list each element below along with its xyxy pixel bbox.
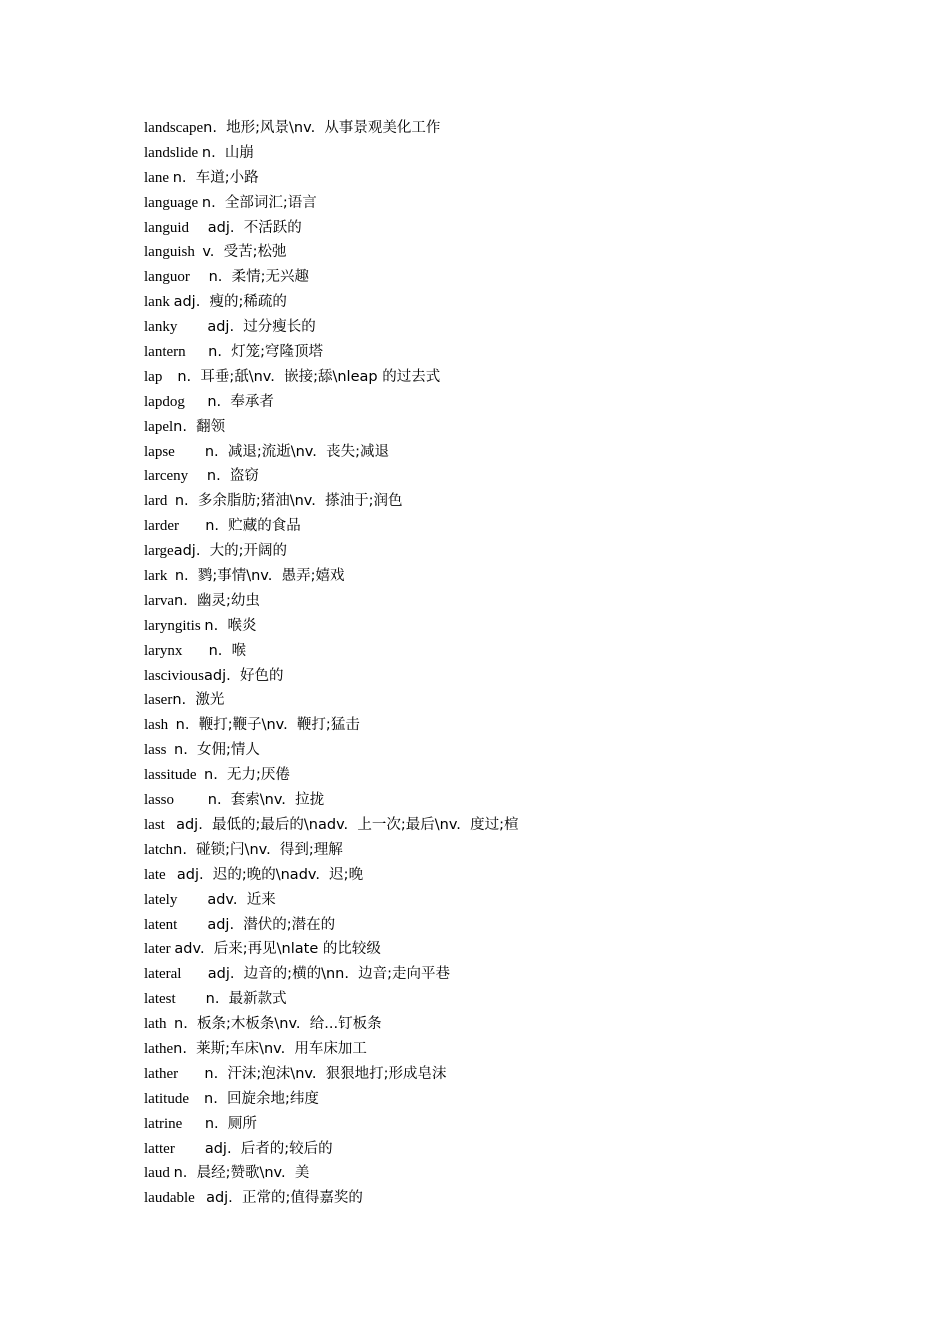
vocabulary-entry	[144, 987, 904, 1012]
entry-definition: n. 车道;小路	[172, 169, 259, 186]
vocabulary-entry	[144, 1062, 904, 1087]
entry-word: larva	[144, 592, 174, 609]
vocabulary-entry	[144, 1112, 904, 1137]
vocabulary-entry	[144, 1012, 904, 1037]
vocabulary-entry	[144, 738, 904, 763]
vocabulary-entry	[144, 664, 904, 689]
entry-definition: adv. 后来;再见\nlate 的比较级	[174, 941, 381, 958]
entry-word: larder	[144, 518, 206, 535]
entry-definition: adj. 后者的;较后的	[204, 1140, 333, 1157]
entry-word: lapel	[144, 418, 174, 435]
entry-definition: adj. 边音的;横的\nn. 边音;走向平巷	[207, 966, 451, 983]
entry-definition: n. 鹨;事情\nv. 愚弄;嬉戏	[174, 568, 345, 585]
vocabulary-entry	[144, 589, 904, 614]
entry-definition: n. 柔情;无兴趣	[208, 269, 309, 286]
vocabulary-entry	[144, 166, 904, 191]
vocabulary-entry	[144, 564, 904, 589]
vocabulary-list	[144, 116, 904, 1211]
entry-definition: n. 减退;流逝\nv. 丧失;减退	[204, 443, 389, 460]
vocabulary-entry	[144, 514, 904, 539]
vocabulary-entry	[144, 1186, 904, 1211]
entry-definition: adv. 近来	[207, 891, 276, 908]
entry-word: lateral	[144, 966, 208, 983]
entry-definition: n. 灯笼;穹隆顶塔	[208, 344, 324, 361]
vocabulary-entry	[144, 390, 904, 415]
entry-definition: n. 全部词汇;语言	[201, 194, 317, 211]
entry-definition: n. 地形;风景\nv. 从事景观美化工作	[203, 120, 441, 136]
vocabulary-entry	[144, 265, 904, 290]
entry-definition: n. 激光	[172, 692, 225, 709]
entry-definition: n. 喉	[208, 642, 247, 659]
vocabulary-entry	[144, 813, 904, 838]
entry-definition: n. 喉炎	[204, 617, 257, 634]
vocabulary-entry	[144, 191, 904, 216]
entry-definition: n. 碰锁;闩\nv. 得到;理解	[173, 841, 343, 858]
entry-definition: n. 厕所	[204, 1115, 257, 1132]
entry-word: languish	[144, 244, 203, 261]
entry-word: lantern	[144, 344, 209, 361]
vocabulary-entry	[144, 937, 904, 962]
entry-definition: adj. 大的;开阔的	[173, 543, 288, 560]
vocabulary-entry	[144, 489, 904, 514]
vocabulary-entry	[144, 614, 904, 639]
entry-definition: n. 无力;厌倦	[204, 767, 290, 784]
entry-definition: n. 翻领	[173, 418, 226, 435]
entry-word: lately	[144, 891, 208, 908]
vocabulary-entry	[144, 1037, 904, 1062]
entry-definition: adj. 瘦的;稀疏的	[173, 294, 287, 311]
entry-word: lark	[144, 568, 175, 585]
vocabulary-entry	[144, 240, 904, 265]
entry-word: latrine	[144, 1115, 205, 1132]
entry-word: lard	[144, 493, 175, 510]
entry-word: lathe	[144, 1040, 174, 1057]
entry-definition: adj. 最低的;最后的\nadv. 上一次;最后\nv. 度过;楦	[176, 816, 519, 833]
entry-definition: adj. 潜伏的;潜在的	[207, 916, 336, 933]
entry-word: languid	[144, 219, 208, 236]
entry-word: laud	[144, 1165, 174, 1182]
entry-word: larynx	[144, 642, 209, 659]
entry-definition: n. 莱斯;车床\nv. 用车床加工	[173, 1040, 367, 1057]
entry-word: latest	[144, 991, 206, 1008]
entry-definition: adj. 不活跃的	[207, 219, 302, 236]
entry-definition: n. 耳垂;舐\nv. 嵌接;舔\nleap 的过去式	[177, 368, 441, 385]
vocabulary-entry	[144, 141, 904, 166]
vocabulary-entry	[144, 1137, 904, 1162]
vocabulary-entry	[144, 365, 904, 390]
entry-word: latter	[144, 1140, 205, 1157]
vocabulary-entry	[144, 713, 904, 738]
vocabulary-entry	[144, 763, 904, 788]
vocabulary-entry	[144, 688, 904, 713]
entry-word: lather	[144, 1065, 205, 1082]
entry-definition: n. 套索\nv. 拉拢	[207, 792, 325, 809]
entry-definition: n. 奉承者	[207, 393, 274, 410]
vocabulary-entry	[144, 440, 904, 465]
vocabulary-entry	[144, 539, 904, 564]
entry-definition: n. 女佣;情人	[174, 742, 260, 759]
entry-definition: n. 晨经;赞歌\nv. 美	[173, 1165, 310, 1182]
entry-definition: adj. 迟的;晚的\nadv. 迟;晚	[176, 866, 364, 883]
entry-word: lapdog	[144, 393, 208, 410]
entry-word: lasso	[144, 792, 208, 809]
entry-word: languor	[144, 269, 209, 286]
entry-word: latent	[144, 916, 208, 933]
entry-definition: n. 盗窃	[206, 468, 259, 485]
entry-definition: v. 受苦;松弛	[202, 244, 287, 261]
entry-word: laryngitis	[144, 617, 205, 634]
entry-word: last	[144, 816, 177, 833]
entry-word: lank	[144, 294, 174, 311]
entry-word: language	[144, 194, 202, 211]
entry-definition: n. 板条;木板条\nv. 给...钉板条	[174, 1016, 382, 1033]
entry-word: larceny	[144, 468, 207, 485]
vocabulary-entry	[144, 639, 904, 664]
vocabulary-entry	[144, 116, 904, 141]
entry-definition: n. 回旋余地;纬度	[204, 1090, 319, 1107]
entry-word: lapse	[144, 443, 205, 460]
entry-word: lath	[144, 1016, 174, 1033]
vocabulary-entry	[144, 962, 904, 987]
entry-word: landscape	[144, 120, 204, 136]
entry-word: late	[144, 866, 177, 883]
entry-definition: n. 山崩	[201, 144, 254, 161]
entry-word: landslide	[144, 144, 202, 161]
entry-word: lap	[144, 368, 178, 385]
vocabulary-entry	[144, 315, 904, 340]
entry-word: lassitude	[144, 767, 204, 784]
vocabulary-entry	[144, 1087, 904, 1112]
entry-definition: n. 最新款式	[205, 991, 287, 1008]
entry-word: latitude	[144, 1090, 204, 1107]
entry-definition: n. 汗沫;泡沫\nv. 狠狠地打;形成皂沫	[204, 1065, 447, 1082]
vocabulary-entry	[144, 415, 904, 440]
vocabulary-entry	[144, 838, 904, 863]
vocabulary-entry	[144, 464, 904, 489]
vocabulary-entry	[144, 788, 904, 813]
entry-word: laudable	[144, 1190, 207, 1207]
entry-word: later	[144, 941, 175, 958]
vocabulary-entry	[144, 290, 904, 315]
entry-word: large	[144, 543, 174, 560]
entry-definition: adj. 过分瘦长的	[207, 319, 316, 336]
vocabulary-entry	[144, 913, 904, 938]
entry-definition: adj. 正常的;值得嘉奖的	[206, 1190, 363, 1207]
entry-word: latch	[144, 841, 174, 858]
entry-definition: n. 多余脂肪;猪油\nv. 搽油于;润色	[174, 493, 403, 510]
entry-word: lane	[144, 169, 173, 186]
vocabulary-entry	[144, 863, 904, 888]
vocabulary-entry	[144, 216, 904, 241]
entry-definition: n. 鞭打;鞭子\nv. 鞭打;猛击	[175, 717, 360, 734]
vocabulary-entry	[144, 888, 904, 913]
vocabulary-entry	[144, 340, 904, 365]
entry-word: lanky	[144, 319, 208, 336]
entry-definition: n. 贮藏的食品	[205, 518, 301, 535]
entry-word: lascivious	[144, 667, 204, 684]
entry-word: lass	[144, 742, 174, 759]
vocabulary-entry	[144, 1161, 904, 1186]
entry-definition: n. 幽灵;幼虫	[173, 592, 260, 609]
entry-word: lash	[144, 717, 176, 734]
entry-definition: adj. 好色的	[204, 667, 284, 684]
entry-word: laser	[144, 692, 173, 709]
